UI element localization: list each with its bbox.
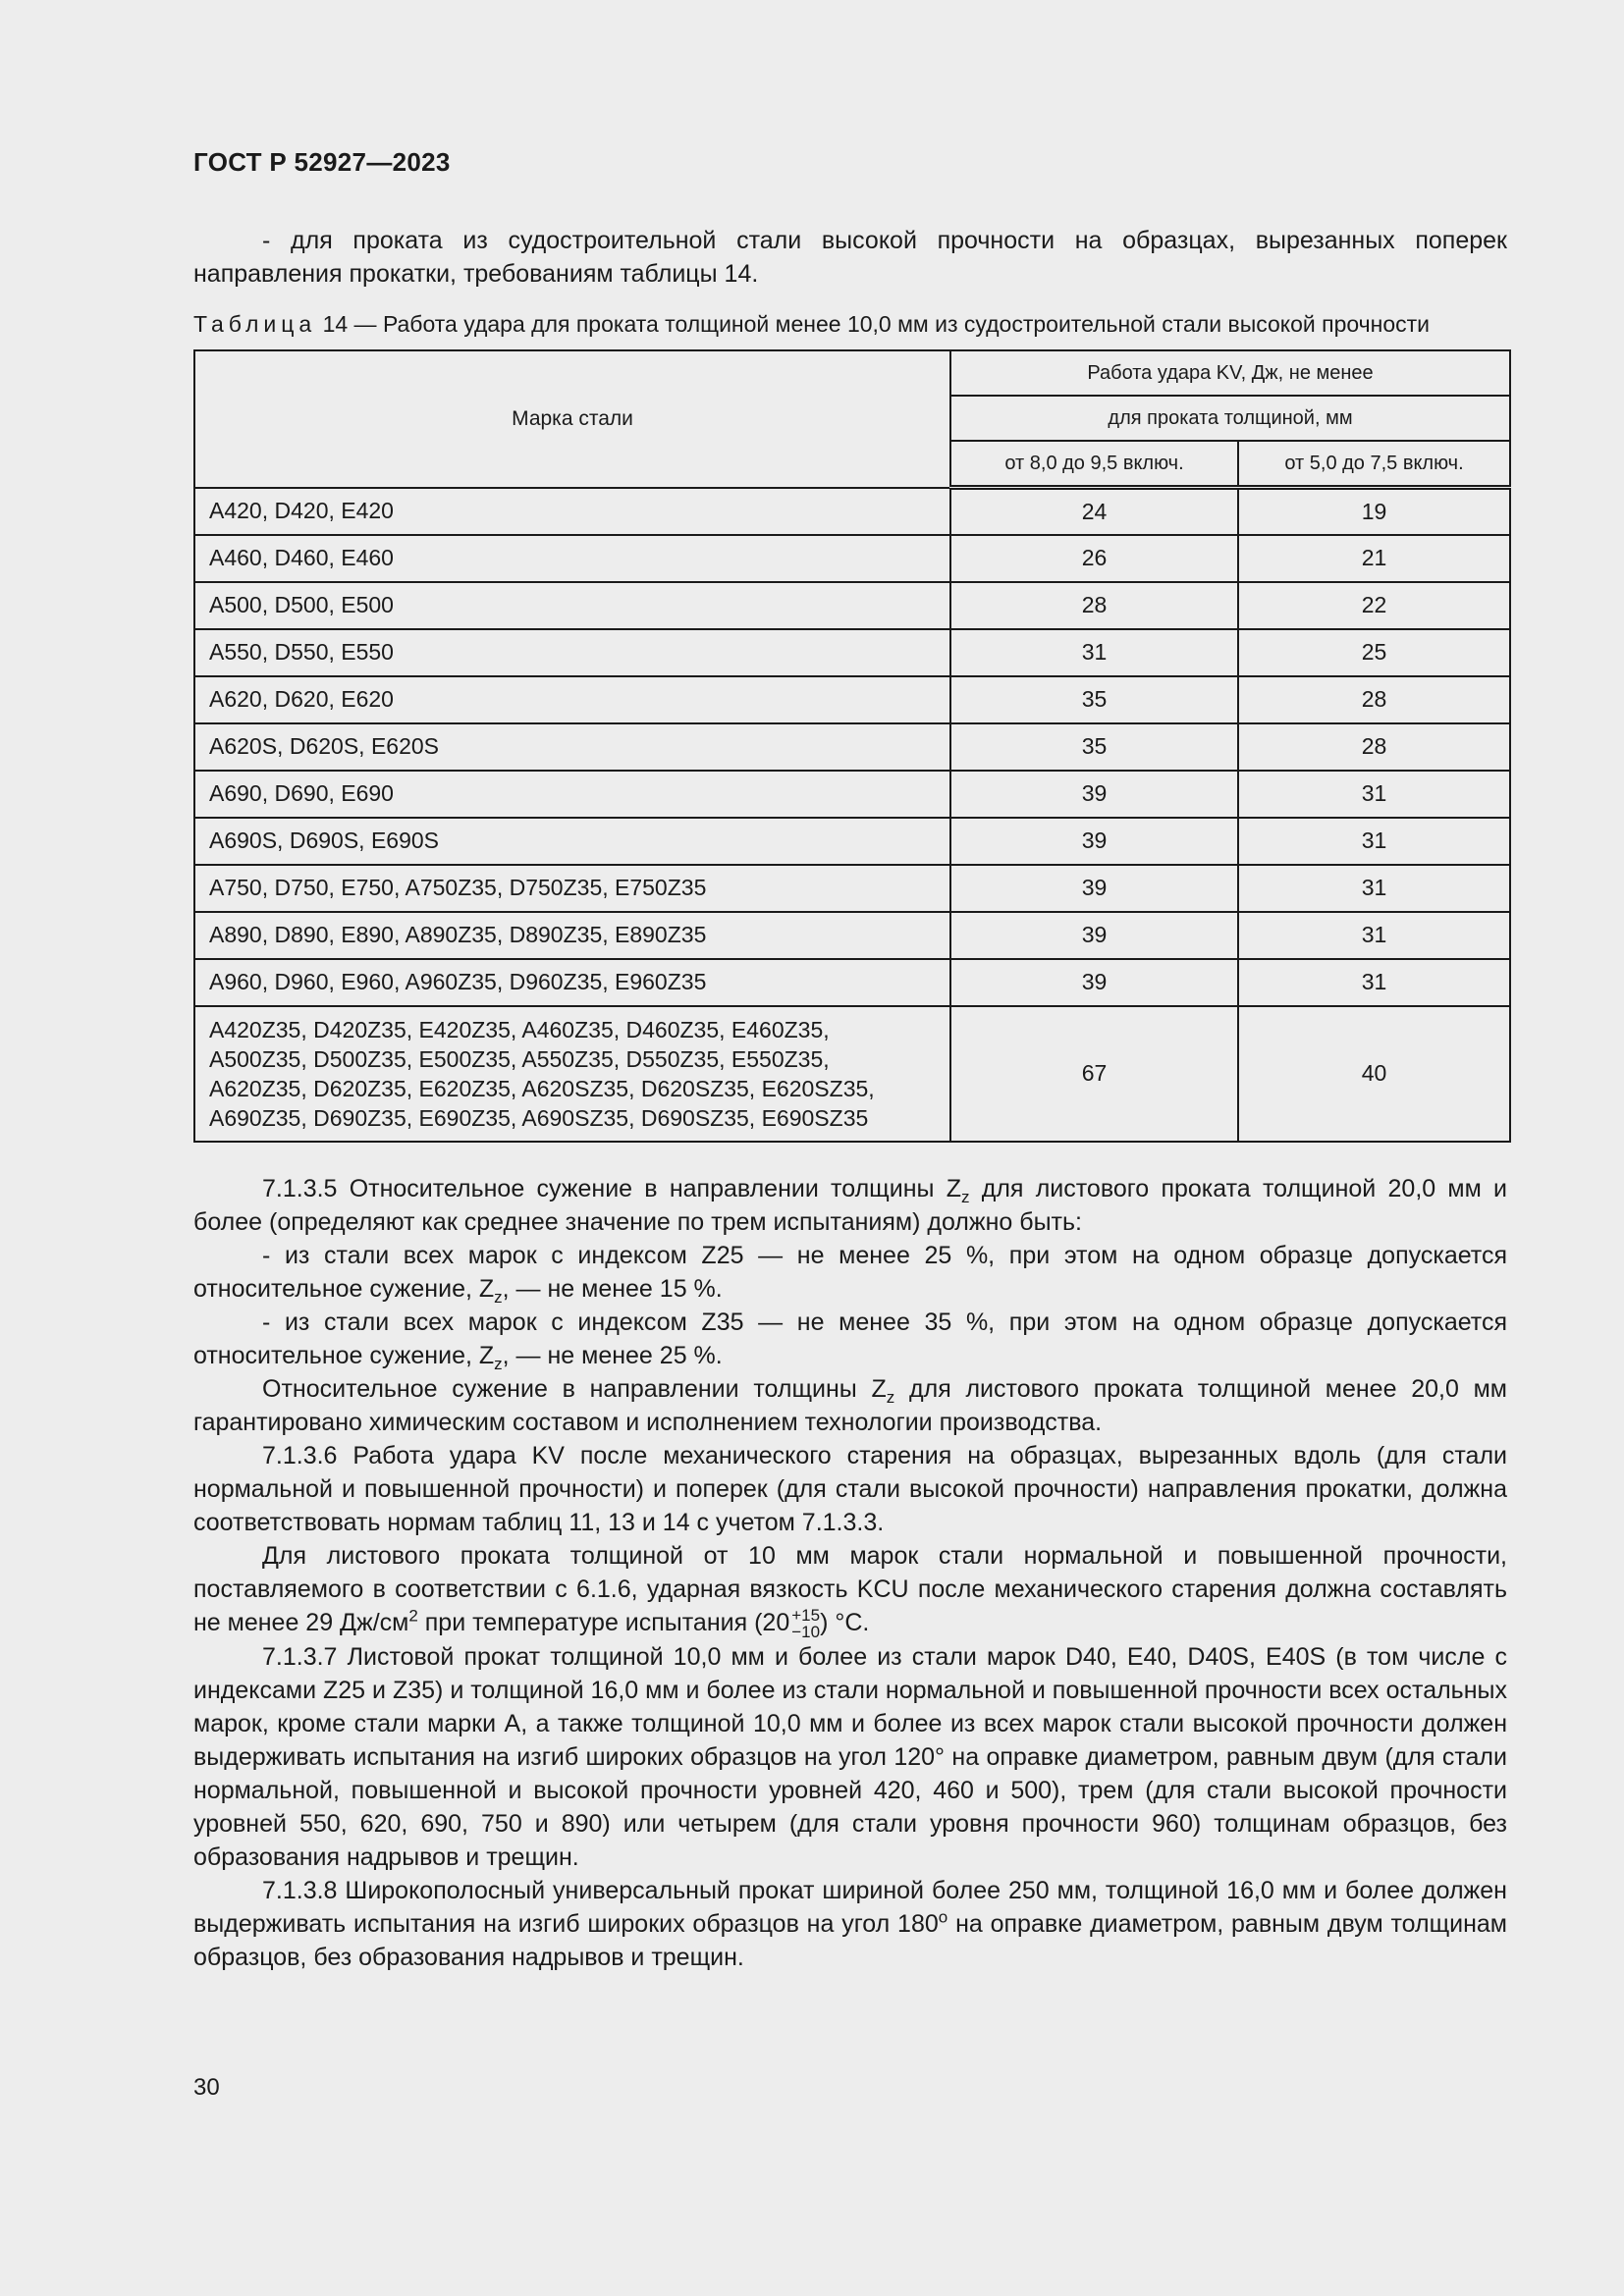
paragraph-7-1-3-6: 7.1.3.6 Работа удара KV после механического старения на образцах, вырезанных вдоль (для стали нормальной и повышенной прочности) и поперек (для стали высокой прочности) направления прокатки, должна соответствовать нормам таблиц 11, 13 и 14 с учетом 7.1.3.3.	[193, 1441, 1507, 1536]
cell-value-a: 28	[950, 582, 1238, 629]
grade-line: A420Z35, D420Z35, E420Z35, A460Z35, D460Z35, E460Z35,	[209, 1016, 830, 1042]
paragraph-kcu: Для листового проката толщиной от 10 мм марок стали нормальной и повышенной прочности, поставляемого в соответствии с 6.1.6, ударная вязкость KCU после механического старения должна составлять не менее 29 $Дж/см^2$ при температуре испытания (20 +15 −10 ) °С.	[193, 1541, 1507, 1641]
superscript: o	[938, 1907, 948, 1927]
header-steel-grade: Марка стали	[194, 350, 950, 488]
list-item-z35: - из стали всех марок с индексом Z35 — не менее 35 %, при этом на одном образце допускается относительное сужение, $Z_z$, — не менее 25 %.	[193, 1308, 1507, 1373]
cell-value-a: 35	[950, 676, 1238, 723]
cell-value-a: 35	[950, 723, 1238, 771]
cell-value-b: 31	[1238, 959, 1510, 1006]
cell-grade: A690S, D690S, E690S	[194, 818, 950, 865]
table-row	[194, 535, 1510, 582]
cell-value-a: 24	[950, 488, 1238, 535]
cell-grade: A960, D960, E960, A960Z35, D960Z35, E960Z35	[194, 959, 950, 1006]
body-text	[193, 1172, 1507, 1974]
cell-value-b: 19	[1238, 488, 1510, 535]
intro-paragraph: - для проката из судостроительной стали высокой прочности на образцах, вырезанных поперек направления прокатки, требованиям таблицы 14.	[193, 227, 1507, 288]
table-caption	[193, 310, 1507, 338]
subscript: z	[494, 1354, 503, 1373]
grade-line: A690Z35, D690Z35, E690Z35, A690SZ35, D690SZ35, E690SZ35	[209, 1104, 869, 1131]
cell-grade: A420, D420, E420	[194, 488, 950, 535]
header-thickness: для проката толщиной, мм	[950, 396, 1510, 441]
table-row	[194, 771, 1510, 818]
paragraph-7-1-3-8: 7.1.3.8 Широкополосный универсальный прокат шириной более 250 мм, толщиной 16,0 мм и более должен выдерживать испытания на изгиб широких образцов на угол 180$^o$ на оправке диаметром, равным двум толщинам образцов, без образования надрывов и трещин.	[193, 1876, 1507, 1971]
cell-value-a: 39	[950, 771, 1238, 818]
document-header: ГОСТ Р 52927—2023	[193, 147, 451, 177]
table-row	[194, 959, 1510, 1006]
cell-grade	[194, 1006, 950, 1142]
cell-grade: A550, D550, E550	[194, 629, 950, 676]
cell-grade: A620, D620, E620	[194, 676, 950, 723]
cell-value-b: 25	[1238, 629, 1510, 676]
header-impact-energy: Работа удара KV, Дж, не менее	[950, 350, 1510, 396]
table-row	[194, 1006, 1510, 1142]
grade-line: A500Z35, D500Z35, E500Z35, A550Z35, D550Z35, E550Z35,	[209, 1045, 830, 1072]
grade-line: A620Z35, D620Z35, E620Z35, A620SZ35, D620SZ35, E620SZ35,	[209, 1075, 875, 1101]
table-row	[194, 818, 1510, 865]
table-row	[194, 629, 1510, 676]
table-row	[194, 912, 1510, 959]
table-caption-word: Таблица	[193, 311, 317, 337]
temperature-tolerance: +15 −10	[791, 1605, 821, 1641]
header-thickness-range-a: от 8,0 до 9,5 включ.	[950, 441, 1238, 488]
cell-grade: A750, D750, E750, A750Z35, D750Z35, E750Z35	[194, 865, 950, 912]
table-row	[194, 488, 1510, 535]
cell-value-a: 39	[950, 959, 1238, 1006]
cell-value-b: 40	[1238, 1006, 1510, 1142]
paragraph-7-1-3-7: 7.1.3.7 Листовой прокат толщиной 10,0 мм и более из стали марок D40, E40, D40S, E40S (в том числе с индексами Z25 и Z35) и толщиной 16,0 мм и более из стали нормальной и повышенной прочности всех остальных марок, кроме стали марки А, а также толщиной 10,0 мм и более из всех марок стали высокой прочности должен выдерживать испытания на изгиб широких образцов на угол 120° на оправке диаметром, равным двум (для стали нормальной, повышенной и высокой прочности уровней 420, 460 и 500), трем (для стали высокой прочности уровней 550, 620, 690, 750 и 890) или четырем (для стали уровня прочности 960) толщинам образцов, без образования надрывов и трещин.	[193, 1642, 1507, 1871]
cell-value-b: 22	[1238, 582, 1510, 629]
cell-value-b: 28	[1238, 676, 1510, 723]
list-item-z25: - из стали всех марок с индексом Z25 — не менее 25 %, при этом на одном образце допускается относительное сужение, $Z_z$, — не менее 15 %.	[193, 1241, 1507, 1307]
page-content	[193, 224, 1507, 1974]
paragraph-7-1-3-5: 7.1.3.5 Относительное сужение в направлении толщины $Z_z$ для листового проката толщиной 20,0 мм и более (определяют как среднее значение по трем испытаниям) должно быть:	[193, 1174, 1507, 1236]
cell-value-b: 31	[1238, 912, 1510, 959]
cell-value-b: 31	[1238, 771, 1510, 818]
table-row	[194, 676, 1510, 723]
subscript: z	[886, 1387, 895, 1407]
cell-grade: A460, D460, E460	[194, 535, 950, 582]
superscript: 2	[408, 1606, 418, 1626]
table-row	[194, 723, 1510, 771]
table-row	[194, 865, 1510, 912]
impact-energy-table	[193, 349, 1511, 1143]
cell-value-b: 31	[1238, 818, 1510, 865]
cell-grade: A690, D690, E690	[194, 771, 950, 818]
cell-value-a: 67	[950, 1006, 1238, 1142]
header-thickness-range-b: от 5,0 до 7,5 включ.	[1238, 441, 1510, 488]
subscript: z	[494, 1287, 503, 1307]
page-number: 30	[193, 2074, 220, 2101]
subscript: z	[961, 1187, 970, 1206]
cell-value-a: 39	[950, 865, 1238, 912]
table-caption-text: 14 — Работа удара для проката толщиной менее 10,0 мм из судостроительной стали высокой прочности	[316, 311, 1431, 337]
cell-value-a: 39	[950, 818, 1238, 865]
table-row	[194, 582, 1510, 629]
cell-value-b: 21	[1238, 535, 1510, 582]
cell-value-a: 26	[950, 535, 1238, 582]
paragraph-thin-plate: Относительное сужение в направлении толщины $Z_z$ для листового проката толщиной менее 20,0 мм гарантировано химическим составом и исполнением технологии производства.	[193, 1374, 1507, 1436]
cell-grade: A620S, D620S, E620S	[194, 723, 950, 771]
cell-grade: A890, D890, E890, A890Z35, D890Z35, E890Z35	[194, 912, 950, 959]
cell-value-b: 31	[1238, 865, 1510, 912]
cell-value-b: 28	[1238, 723, 1510, 771]
cell-value-a: 31	[950, 629, 1238, 676]
cell-grade: A500, D500, E500	[194, 582, 950, 629]
cell-value-a: 39	[950, 912, 1238, 959]
